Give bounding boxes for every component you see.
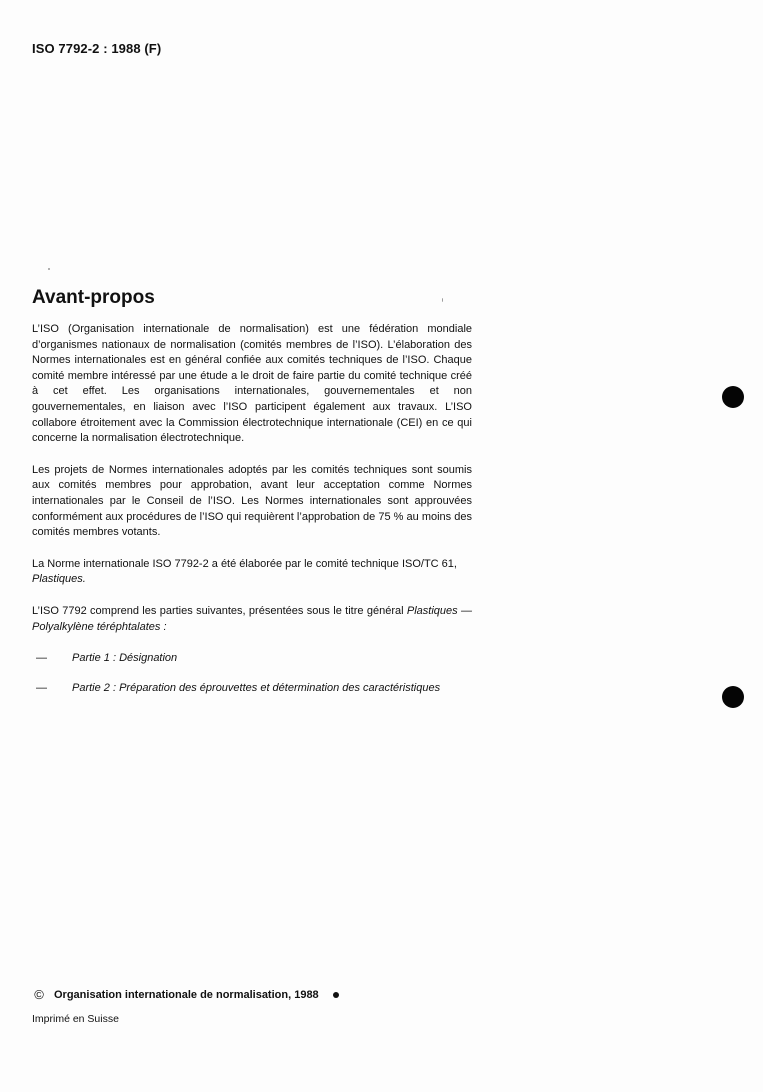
parts-list	[32, 651, 472, 696]
copyright-line	[32, 987, 339, 1002]
paragraph-draft-approval: Les projets de Normes internationales adoptés par les comités techniques sont soumis aux comités membres pour approbation, avant leur acceptation comme Normes internationales par le Conseil de l’ISO. Les Normes internationales sont approuvées conformément aux procédures de l’ISO qui requièrent l’approbation de 75 % au moins des comités membres votants.	[32, 463, 472, 539]
committee-title: Plastiques.	[32, 573, 86, 586]
copyright-icon: ©	[34, 987, 44, 1002]
list-item	[32, 681, 472, 697]
scan-speck	[442, 298, 443, 302]
parts-intro-text: L’ISO 7792 comprend les parties suivantes, présentées sous le titre général	[32, 604, 404, 617]
list-item	[32, 651, 472, 667]
paragraph-parts-intro	[32, 604, 472, 635]
copyright-text: Organisation internationale de normalisation, 1988	[54, 988, 319, 1001]
scan-speck	[48, 268, 50, 270]
section-title: Avant-propos	[32, 287, 155, 308]
part-label: Partie 2 : Préparation des éprouvettes et détermination des caractéristiques	[72, 681, 441, 694]
binder-hole-icon	[722, 686, 744, 708]
parts-general-colon: :	[160, 620, 167, 633]
dash-marker: —	[36, 652, 47, 665]
foreword-body	[32, 322, 472, 710]
parts-general-title: Plastiques — Polyalkylène téréphtalates	[32, 604, 472, 633]
committee-text: La Norme internationale ISO 7792-2 a été élaborée par le comité technique ISO/TC 61,	[32, 557, 457, 570]
paragraph-iso-overview: L’ISO (Organisation internationale de normalisation) est une fédération mondiale d’organismes nationaux de normalisation (comités membres de l’ISO). L’élaboration des Normes internationales est en général confiée aux comités techniques de l’ISO. Chaque comité membre intéressé par une étude a le droit de faire partie du comité technique créé à cet effet. Les organisations internationales, gouvernementales et non gouvernementales, en liaison avec l’ISO participent également aux travaux. L’ISO collabore étroitement avec la Commission électrotechnique internationale (CEI) en ce qui concerne la normalisation électrotechnique.	[32, 323, 472, 445]
binder-hole-icon	[722, 386, 744, 408]
document-reference: ISO 7792-2 : 1988 (F)	[32, 41, 162, 56]
printed-in: Imprimé en Suisse	[32, 1013, 119, 1025]
dash-marker: —	[36, 681, 47, 694]
part-label: Partie 1 : Désignation	[72, 652, 178, 665]
bullet-icon	[333, 992, 339, 998]
paragraph-committee	[32, 557, 472, 588]
